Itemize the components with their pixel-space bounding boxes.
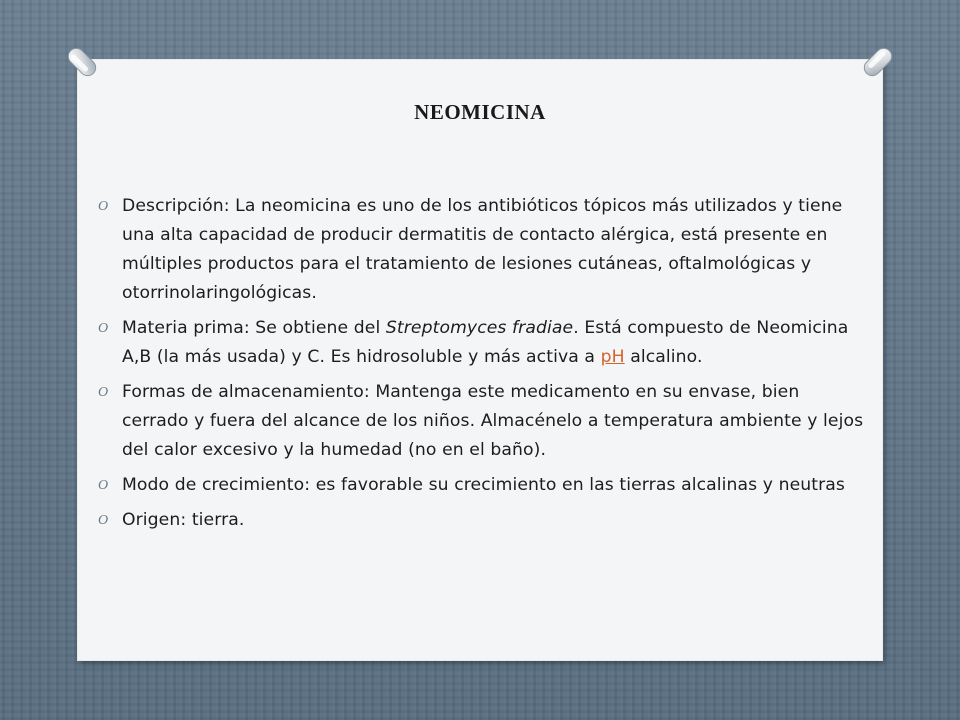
bullet-label: Formas de almacenamiento (122, 382, 364, 402)
bullet-marker: O (98, 321, 109, 336)
bullet-materia-prima (98, 314, 868, 372)
bullet-almacenamiento (98, 378, 868, 465)
species-name: Streptomyces fradiae (385, 318, 574, 338)
ph-link[interactable]: pH (600, 347, 625, 367)
bullet-label: Origen (122, 510, 181, 530)
bullet-descripcion (98, 192, 868, 308)
pin-icon (858, 42, 898, 82)
bullet-marker: O (98, 385, 109, 400)
bullet-label: Modo de crecimiento (122, 475, 305, 495)
pin-icon (62, 42, 102, 82)
bullet-text: : Se obtiene del (243, 318, 386, 338)
bullet-marker: O (98, 513, 109, 528)
bullet-text: alcalino. (624, 347, 703, 367)
bullet-marker: O (98, 478, 109, 493)
bullet-crecimiento (98, 471, 868, 500)
slide-content (98, 192, 868, 541)
bullet-origen (98, 506, 868, 535)
bullet-text: : Mantenga este medicamento en su envase, bien cerrado y fuera del alcance de los niños. Almacénelo a temperatura ambiente y lejos del calor excesivo y la humedad (no en el baño). (122, 382, 864, 460)
bullet-text: : La neomicina es uno de los antibióticos tópicos más utilizados y tiene una alta capacidad de producir dermatitis de contacto alérgica, está presente en múltiples productos para el tratamiento de lesiones cutáneas, oftalmológicas y otorrinolaringológicas. (122, 196, 843, 303)
bullet-label: Materia prima (122, 318, 244, 338)
slide-title: NEOMICINA (414, 100, 546, 124)
bullet-marker: O (98, 199, 109, 214)
bullet-text: : es favorable su crecimiento en las tierras alcalinas y neutras (304, 475, 845, 495)
bullet-label: Descripción (122, 196, 224, 216)
bullet-text: . Está compuesto de Neomicina A,B (la más usada) y C. Es hidrosoluble y más activa a (122, 318, 849, 367)
bullet-text: : tierra. (180, 510, 245, 530)
